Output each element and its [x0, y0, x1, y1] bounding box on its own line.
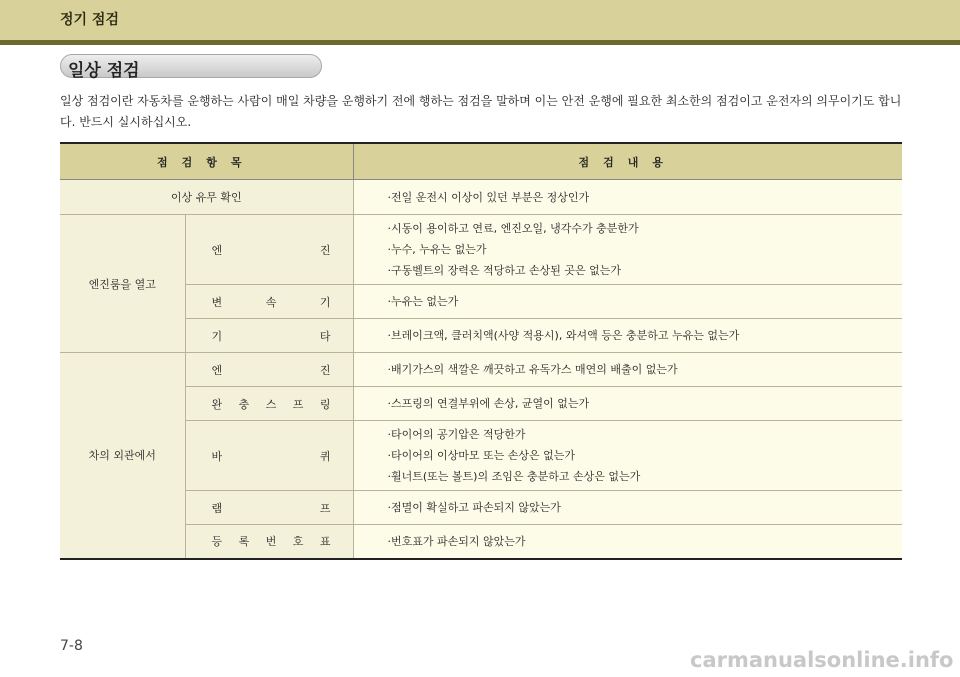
check-item-glyph: 충 — [238, 397, 250, 411]
check-content — [353, 491, 902, 525]
check-item — [185, 491, 353, 525]
check-item-glyph: 완 — [211, 397, 223, 411]
check-content-line: ·구동벨트의 장력은 적당하고 손상된 곳은 없는가 — [387, 264, 622, 277]
check-item — [185, 525, 353, 559]
check-content-line: ·브레이크액, 클러치액(사양 적용시), 와셔액 등은 충분하고 누유는 없는가 — [387, 329, 740, 342]
check-item — [185, 319, 353, 353]
check-item-glyph: 링 — [319, 397, 331, 411]
check-item-glyph: 속 — [265, 295, 277, 309]
check-item-glyph: 록 — [238, 535, 250, 549]
check-item-glyph: 진 — [319, 243, 331, 257]
check-item-glyph: 표 — [319, 535, 331, 549]
page-number: 7-8 — [60, 638, 83, 654]
check-item-glyph: 진 — [319, 363, 331, 377]
check-item-glyph: 램 — [211, 501, 223, 515]
check-content-line: ·스프링의 연결부위에 손상, 균열이 없는가 — [387, 397, 590, 410]
table-row — [60, 525, 902, 559]
check-content — [353, 353, 902, 387]
check-item-glyph: 등 — [211, 535, 223, 549]
check-item-glyph: 호 — [292, 535, 304, 549]
check-content-line: ·누유는 없는가 — [387, 295, 459, 308]
header-contents: 점검내용 — [353, 143, 902, 180]
chapter-title: 정기 점검 — [60, 12, 119, 28]
header-bar — [0, 0, 960, 40]
check-item-glyph: 타 — [319, 329, 331, 343]
table-row — [60, 421, 902, 491]
check-content — [353, 319, 902, 353]
check-content-line: ·타이어의 공기압은 적당한가 — [387, 428, 526, 441]
check-item-glyph: 프 — [292, 397, 304, 411]
table-row — [60, 285, 902, 319]
check-content-line: ·시동이 용이하고 연료, 엔진오일, 냉각수가 충분한가 — [387, 222, 639, 235]
header-items: 점검항목 — [60, 143, 353, 180]
check-item-glyph: 기 — [211, 329, 223, 343]
check-content-line: ·전일 운전시 이상이 있던 부분은 정상인가 — [387, 190, 590, 204]
check-item-glyph: 번 — [265, 535, 277, 549]
check-item — [185, 215, 353, 285]
check-content — [353, 215, 902, 285]
table-header-row — [60, 143, 902, 180]
check-item-glyph: 바 — [211, 449, 223, 463]
check-item-glyph: 기 — [319, 295, 331, 309]
check-content — [353, 525, 902, 559]
check-content-line: ·타이어의 이상마모 또는 손상은 없는가 — [387, 449, 576, 462]
check-item-glyph: 프 — [319, 501, 331, 515]
table-row — [60, 353, 902, 387]
inspection-table — [60, 142, 902, 560]
check-content-line: ·번호표가 파손되지 않았는가 — [387, 534, 526, 548]
category-cell: 차의 외관에서 — [60, 353, 185, 559]
table-row — [60, 319, 902, 353]
check-item — [185, 421, 353, 491]
table-row — [60, 387, 902, 421]
watermark: carmanualsonline.info — [690, 648, 954, 672]
header-stripe — [0, 40, 960, 45]
category-cell: 엔진룸을 열고 — [60, 215, 185, 353]
check-content-line: ·점멸이 확실하고 파손되지 않았는가 — [387, 501, 561, 514]
check-item-glyph: 스 — [265, 397, 277, 411]
check-item — [185, 285, 353, 319]
intro-paragraph: 일상 점검이란 자동차를 운행하는 사람이 매일 차량을 운행하기 전에 행하는 점검을 말하며 이는 안전 운행에 필요한 최소한의 점검이고 운전자의 의무이기도 합니다. 반드시 실시하십시오. — [60, 94, 902, 129]
check-content-line: ·휠너트(또는 볼트)의 조임은 충분하고 손상은 없는가 — [387, 470, 641, 483]
check-content-line: ·누수, 누유는 없는가 — [387, 243, 487, 256]
check-content — [353, 180, 902, 215]
check-item: 이상 유무 확인 — [60, 180, 353, 215]
check-content — [353, 387, 902, 421]
table-row — [60, 491, 902, 525]
check-item-glyph: 퀴 — [319, 449, 331, 463]
table-row — [60, 180, 902, 215]
section-title: 일상 점검 — [68, 61, 140, 81]
check-item-glyph: 엔 — [211, 243, 223, 257]
check-item — [185, 353, 353, 387]
table-row — [60, 215, 902, 285]
check-item-glyph: 변 — [211, 295, 223, 309]
check-content-line: ·배기가스의 색깔은 깨끗하고 유독가스 매연의 배출이 없는가 — [387, 363, 678, 376]
check-content — [353, 285, 902, 319]
check-content — [353, 421, 902, 491]
check-item-glyph: 엔 — [211, 363, 223, 377]
check-item — [185, 387, 353, 421]
